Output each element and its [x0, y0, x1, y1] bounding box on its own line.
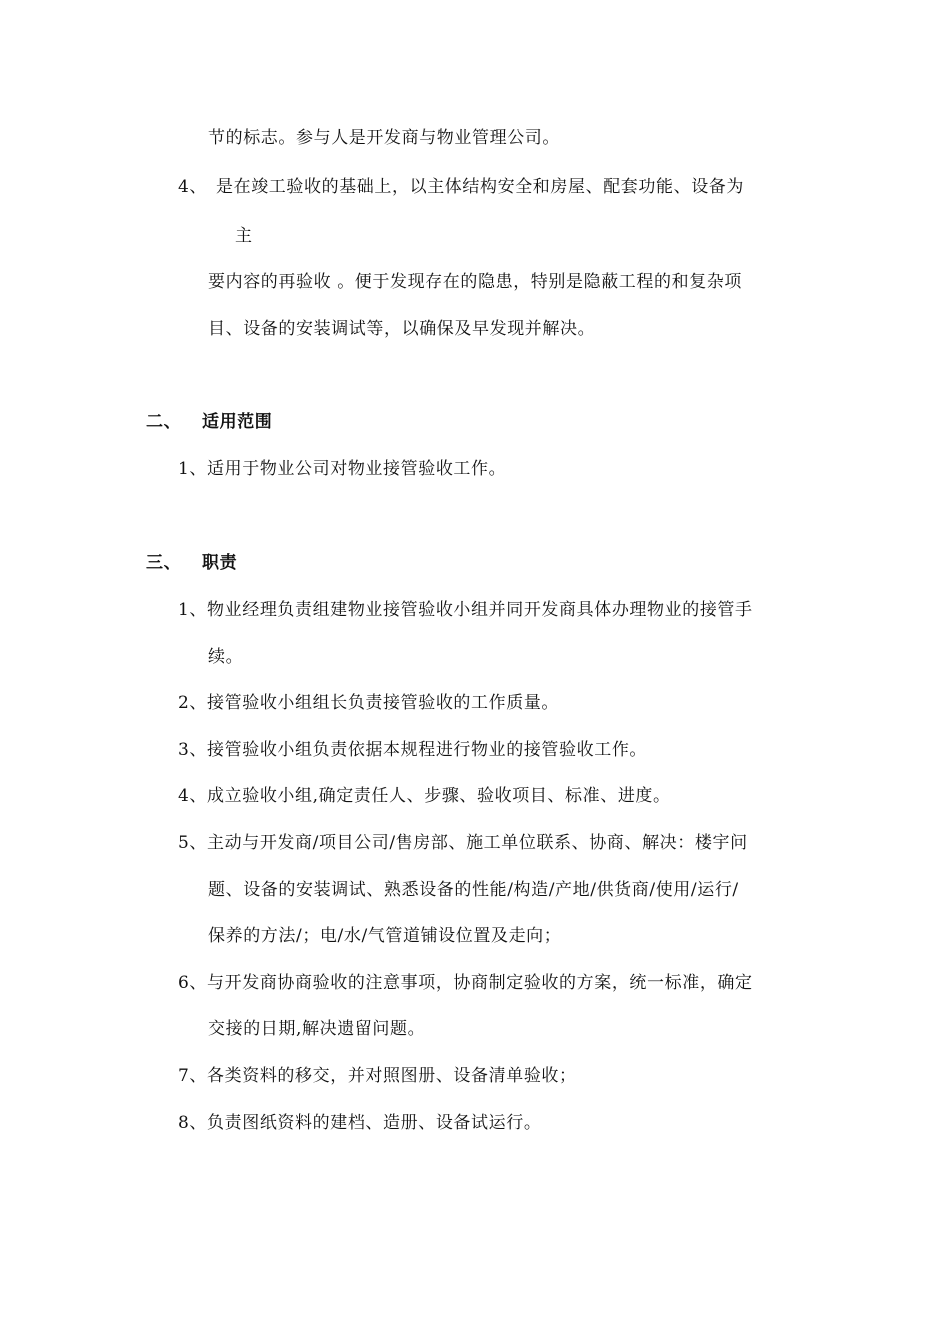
intro-line: 主	[235, 226, 253, 246]
list-item: 5、主动与开发商/项目公司/售房部、施工单位联系、协商、解决：楼宇问	[178, 833, 748, 853]
intro-line: 是在竣工验收的基础上，以主体结构安全和房屋、配套功能、设备为	[216, 177, 744, 197]
section-number: 二、	[146, 412, 182, 432]
list-item-continuation: 保养的方法/；电/水/气管道铺设位置及走向；	[208, 926, 562, 946]
list-item: 7、各类资料的移交，并对照图册、设备清单验收；	[178, 1066, 577, 1086]
list-item: 1、适用于物业公司对物业接管验收工作。	[178, 459, 507, 479]
list-item-continuation: 续。	[208, 647, 244, 667]
list-item: 2、接管验收小组组长负责接管验收的工作质量。	[178, 693, 560, 713]
list-item-continuation: 交接的日期,解决遗留问题。	[208, 1019, 426, 1039]
section-number: 三、	[146, 553, 182, 573]
list-item-continuation: 题、设备的安装调试、熟悉设备的性能/构造/产地/供货商/使用/运行/	[208, 880, 739, 900]
section-title: 职责	[202, 553, 238, 573]
intro-line: 目、设备的安装调试等，以确保及早发现并解决。	[208, 319, 596, 339]
section-title: 适用范围	[202, 412, 273, 432]
item-number: 4、	[178, 177, 208, 197]
intro-line: 要内容的再验收 。便于发现存在的隐患，特别是隐蔽工程的和复杂项	[208, 272, 743, 292]
list-item: 4、成立验收小组,确定责任人、步骤、验收项目、标准、进度。	[178, 786, 671, 806]
intro-line: 节的标志。参与人是开发商与物业管理公司。	[208, 128, 560, 148]
list-item: 3、接管验收小组负责依据本规程进行物业的接管验收工作。	[178, 740, 648, 760]
list-item: 1、物业经理负责组建物业接管验收小组并同开发商具体办理物业的接管手	[178, 600, 753, 620]
list-item: 6、与开发商协商验收的注意事项，协商制定验收的方案，统一标准，确定	[178, 973, 753, 993]
list-item: 8、负责图纸资料的建档、造册、设备试运行。	[178, 1113, 542, 1133]
